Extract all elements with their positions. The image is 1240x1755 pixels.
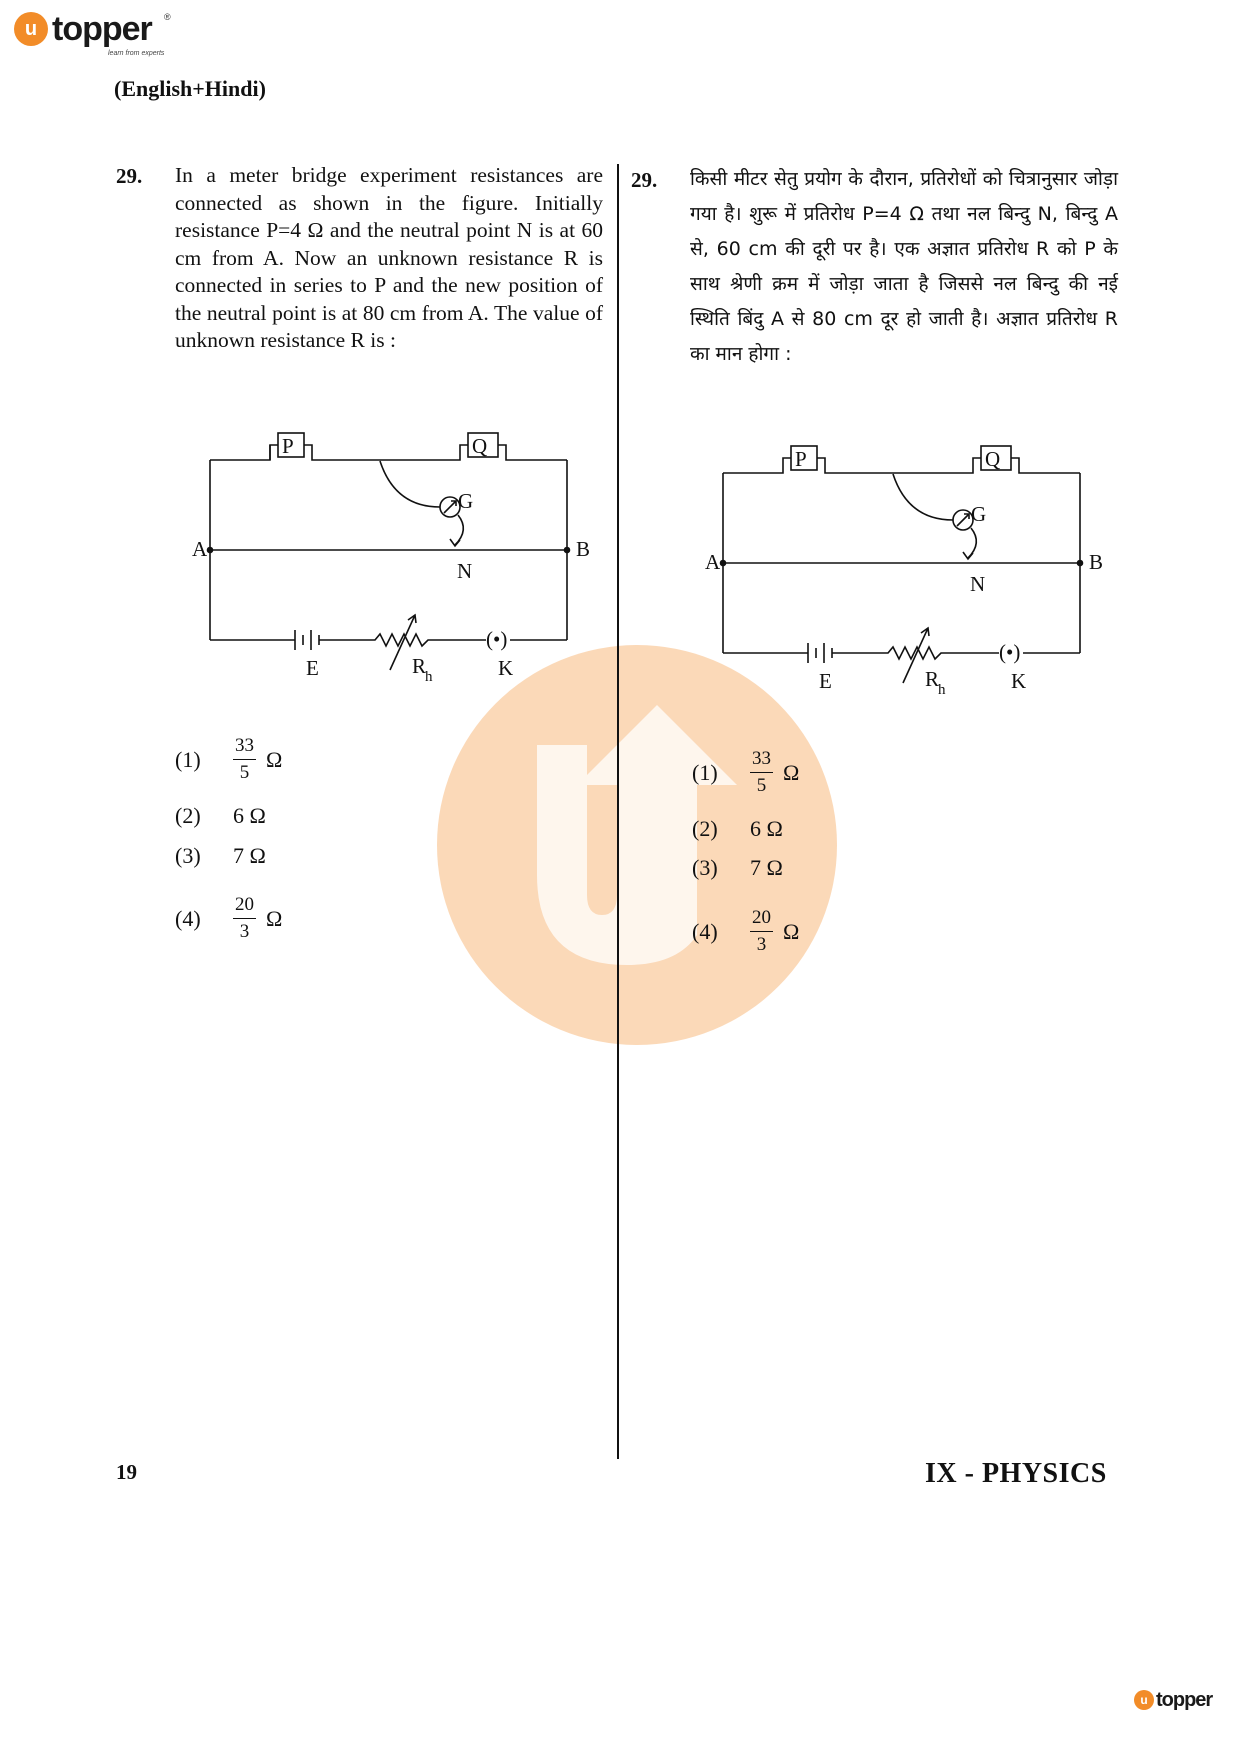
- column-divider: [617, 164, 619, 1459]
- footer-brand-logo: [1134, 1690, 1212, 1710]
- label-n: N: [970, 572, 986, 596]
- label-a: A: [192, 537, 208, 561]
- label-e: E: [306, 656, 319, 680]
- language-tag: (English+Hindi): [114, 76, 266, 101]
- question-number-hi: 29.: [631, 168, 658, 192]
- option-value: 6 Ω: [233, 803, 266, 828]
- option-1-hi: [692, 748, 799, 797]
- label-b: B: [1089, 550, 1104, 574]
- option-value: 7 Ω: [750, 855, 783, 880]
- label-b: B: [576, 537, 591, 561]
- label-rh-sub: h: [938, 682, 946, 698]
- brand-tagline: learn from experts: [108, 50, 165, 57]
- label-g: G: [971, 502, 987, 526]
- brand-logo: [14, 10, 171, 57]
- label-rh-sub: h: [425, 669, 433, 685]
- label-key: (•): [999, 640, 1021, 664]
- option-number: (3): [692, 855, 718, 880]
- option-3-hi: [692, 855, 783, 881]
- label-key: (•): [486, 627, 508, 651]
- option-unit: Ω: [783, 759, 800, 785]
- label-q: Q: [472, 434, 488, 458]
- question-text-hi: किसी मीटर सेतु प्रयोग के दौरान, प्रतिरोधों को चित्रानुसार जोड़ा गया है। शुरू में प्रतिरोध P=4 Ω तथा नल बिन्दु N, बिन्दु A से, 60 cm की दूरी पर है। एक अज्ञात प्रतिरोध R को P के साथ श्रेणी क्रम में जोड़ा जाता है जिससे नल बिन्दु की नई स्थिति बिंदु A से 80 cm दूर हो जाती है। अज्ञात प्रतिरोध R का मान होगा :: [690, 168, 1118, 365]
- label-q: Q: [985, 447, 1001, 471]
- option-number: (1): [692, 759, 718, 785]
- option-1-en: [175, 735, 282, 784]
- circuit-diagram-en: [180, 425, 600, 695]
- option-fraction: $\frac{33}{5}$: [235, 735, 254, 783]
- brand-badge-icon: u: [14, 12, 48, 46]
- label-a: A: [705, 550, 721, 574]
- option-unit: Ω: [266, 905, 283, 931]
- label-k: K: [1011, 669, 1027, 693]
- question-number-en: 29.: [116, 164, 143, 188]
- option-3-en: [175, 843, 266, 869]
- option-number: (2): [692, 816, 718, 841]
- question-text-en: In a meter bridge experiment resistances are connected as shown in the figure. Initially resistance P=4 Ω and the neutral point N is at 60 cm from A. Now an unknown resistance R is connected in series to P and the new position of the neutral point is at 80 cm from A. The value of unknown resistance R is :: [175, 163, 603, 352]
- label-rh: R: [925, 667, 940, 691]
- option-2-en: [175, 803, 266, 829]
- circuit-diagram-hi: [693, 438, 1113, 708]
- option-unit: Ω: [783, 918, 800, 944]
- brand-badge-icon: u: [1134, 1690, 1154, 1710]
- option-number: (4): [692, 918, 718, 944]
- option-number: (3): [175, 843, 201, 868]
- brand-name: topper: [1156, 1689, 1213, 1711]
- option-fraction: $\frac{20}{3}$: [235, 894, 254, 942]
- option-number: (1): [175, 746, 201, 772]
- option-4-en: [175, 894, 282, 943]
- label-rh: R: [412, 654, 427, 678]
- option-value: 6 Ω: [750, 816, 783, 841]
- label-k: K: [498, 656, 514, 680]
- page-number: 19: [116, 1460, 137, 1484]
- label-p: P: [795, 447, 807, 471]
- option-unit: Ω: [266, 746, 283, 772]
- subject-title: IX - PHYSICS: [925, 1458, 1107, 1489]
- option-2-hi: [692, 816, 783, 842]
- option-fraction: $\frac{33}{5}$: [752, 748, 771, 796]
- option-value: 7 Ω: [233, 843, 266, 868]
- label-e: E: [819, 669, 832, 693]
- brand-name: topper: [52, 10, 152, 48]
- label-n: N: [457, 559, 473, 583]
- option-number: (4): [175, 905, 201, 931]
- option-fraction: $\frac{20}{3}$: [752, 907, 771, 955]
- label-p: P: [282, 434, 294, 458]
- option-4-hi: [692, 907, 799, 956]
- option-number: (2): [175, 803, 201, 828]
- registered-mark: ®: [164, 12, 171, 22]
- label-g: G: [458, 489, 474, 513]
